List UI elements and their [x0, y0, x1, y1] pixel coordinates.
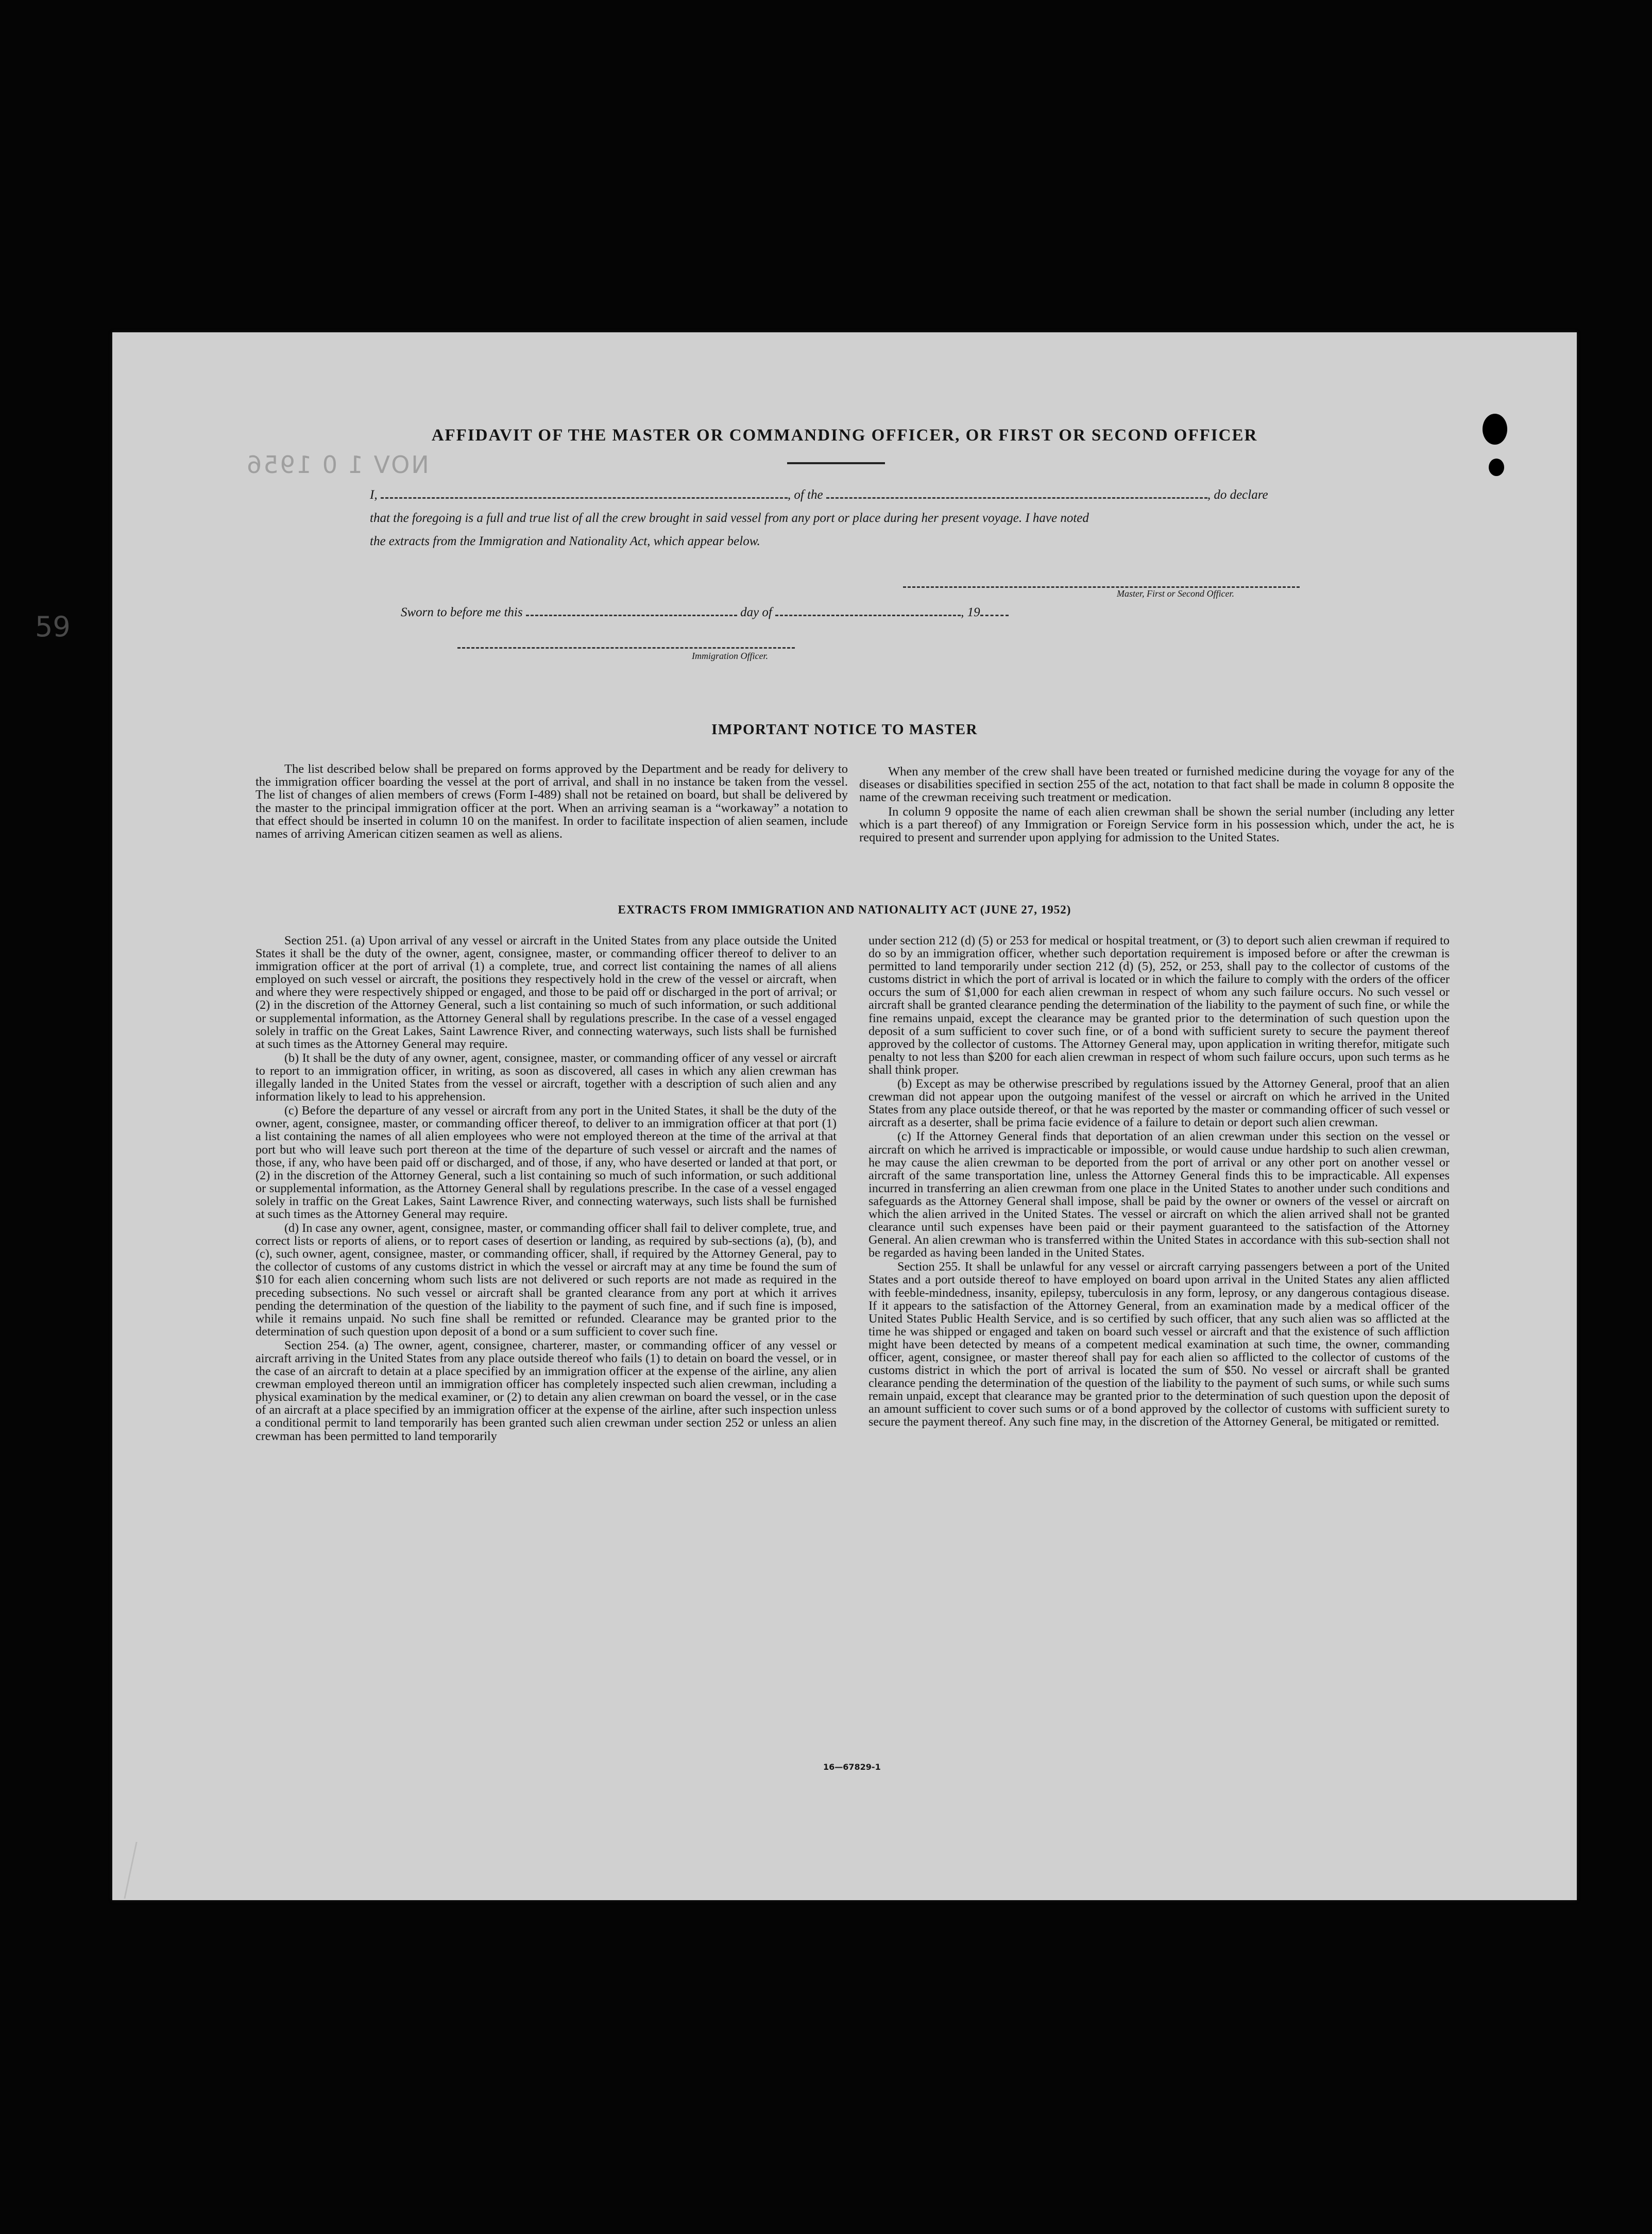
extract-paragraph: (b) It shall be the duty of any owner, agent, consignee, master, or commanding officer of any vessel or aircraft to report to an immigration officer, in writing, as soon as discovered, all cases in which any alien crewman has illegally landed in the United States from the vessel or aircraft, together with a description of such alien and any information likely to lead to his apprehension.: [256, 1051, 837, 1104]
sworn-line: [401, 605, 1009, 620]
print-code: 16—67829-1: [823, 1762, 881, 1772]
page-fold: [103, 1842, 137, 1899]
vessel-name-field[interactable]: [826, 497, 1207, 499]
declaration-declare: , do declare: [1207, 488, 1268, 502]
notice-left-column: [256, 763, 848, 841]
extracts-left-column: [256, 934, 837, 1444]
sworn-label: Sworn to before me this: [401, 605, 523, 619]
affidavit-title: AFFIDAVIT OF THE MASTER OR COMMANDING OFFICER, OR FIRST OR SECOND OFFICER: [431, 426, 1258, 445]
extract-paragraph: (c) If the Attorney General finds that deportation of an alien crewman under this section on the vessel or aircraft on which he arrived is impracticable or impossible, or would cause undue hardship to such alien crewman, he may cause the alien crewman to be deported from the port of arrival or any other port on another vessel or aircraft of the same transportation line, unless the Attorney General finds this to be impracticable. All expenses incurred in transferring an alien crewman from one place in the United States to another under such conditions and safeguards as the Attorney General shall impose, shall be paid by the owner or owners of the vessel or aircraft on which the alien arrived in the United States. The vessel or aircraft on which the alien arrived shall not be granted clearance until such expenses have been paid or their payment guaranteed to the satisfaction of the Attorney General. An alien crewman who is transferred within the United States in accordance with this sub-section shall not be regarded as having been landed in the United States.: [868, 1129, 1450, 1260]
declaration-line-2: that the foregoing is a full and true list of all the crew brought in said vessel from any port or place during her present voyage. I have noted: [370, 511, 1089, 525]
officer-signature-line[interactable]: [457, 647, 795, 649]
declaration-line-1: [370, 488, 1398, 502]
extracts-right-column: [868, 934, 1450, 1430]
sworn-year-field[interactable]: [980, 615, 1009, 616]
year-label: , 19: [961, 605, 980, 619]
extract-paragraph: Section 251. (a) Upon arrival of any vessel or aircraft in the United States from any place outside the United States it shall be the duty of the owner, agent, consignee, master, or commanding officer thereof to deliver to an immigration officer at the port of arrival (1) a complete, true, and correct list containing the names of all aliens employed on such vessel or aircraft, the positions they respectively hold in the crew of the vessel or aircraft, when and where they were respectively shipped or engaged, and those to be paid off or discharged in the port of arrival; or (2) in the discretion of the Attorney General, such a list containing so much of such information, or such additional or supplemental information, as the Attorney General shall by regulations prescribe. In the case of a vessel engaged solely in traffic on the Great Lakes, Saint Lawrence River, and connecting waterways, such lists shall be furnished at such times as the Attorney General may require.: [256, 934, 837, 1051]
master-signature-line[interactable]: [903, 586, 1300, 588]
extract-paragraph: Section 255. It shall be unlawful for any vessel or aircraft carrying passengers between a port of the United States and a port outside thereof to have employed on board upon arrival in the United States any alien afflicted with feeble-mindedness, insanity, epilepsy, tuberculosis in any form, leprosy, or any dangerous contagious disease. If it appears to the satisfaction of the Attorney General, from an examination made by a medical officer of the United States Public Health Service, and is so certified by such officer, that any such alien was so afflicted at the time he was shipped or engaged and taken on board such vessel or aircraft and that the existence of such affliction might have been detected by means of a competent medical examination at such time, the owner, commanding officer, agent, consignee, or master thereof shall pay for each alien so afflicted to the collector of customs of the customs district in which the port of arrival is located the sum of $50. No vessel or aircraft shall be granted clearance pending the determination of the question of the liability to the payment of such sums, or while such sums remain unpaid, except that clearance may be granted prior to the determination of such question upon the deposit of an amount sufficient to cover such sums or of a bond approved by the collector of customs with sufficient surety to secure the payment thereof. Any such fine may, in the discretion of the Attorney General, be mitigated or remitted.: [868, 1260, 1450, 1429]
extract-paragraph: Section 254. (a) The owner, agent, consignee, charterer, master, or commanding officer of any vessel or aircraft arriving in the United States from any place outside thereof who fails (1) to detain on board the vessel, or in the case of an aircraft to detain at a place specified by an immigration officer at the expense of the airline, any alien crewman employed thereon until an immigration officer has completely inspected such alien crewman, including a physical examination by the medical examiner, or (2) to detain any alien crewman on board the vessel, or in the case of an aircraft at a place specified by an immigration officer at the expense of the airline, after such inspection unless a conditional permit to land temporarily has been granted such alien crewman under section 252 or unless an alien crewman has been permitted to land temporarily: [256, 1338, 837, 1443]
extract-paragraph: (c) Before the departure of any vessel or aircraft from any port in the United States, it shall be the duty of the owner, agent, consignee, master, or commanding officer thereof, to deliver to an immigration officer at that port (1) a list containing the names of all alien employees who were not employed thereon at the time of the arrival at that port but who will leave such port thereon at the time of the departure of such vessel or aircraft and the names of those, if any, who have been paid off or discharged, and of those, if any, who have deserted or landed at that port, or (2) in the discretion of the Attorney General, such a list containing so much of such information, or such additional or supplemental information, as the Attorney General shall by regulations prescribe. In the case of a vessel engaged solely in traffic on the Great Lakes, Saint Lawrence River, and connecting waterways, such lists shall be furnished at such times as the Attorney General may require.: [256, 1104, 837, 1221]
title-rule: [787, 462, 885, 464]
ink-blot: [1489, 459, 1504, 476]
document-page: [35, 332, 1577, 1900]
day-of-label: day of: [740, 605, 772, 619]
notice-right-paragraph-1: When any member of the crew shall have been treated or furnished medicine during the voyage for any of the diseases or disabilities specified in section 255 of the act, notation to that fact shall be made in column 8 opposite the name of the crewman receiving such treatment or medication.: [859, 765, 1454, 805]
date-stamp: NOV 1 0 1956: [245, 451, 429, 479]
sworn-day-field[interactable]: [526, 615, 737, 616]
declaration-i: I,: [370, 488, 378, 502]
master-name-field[interactable]: [381, 497, 788, 499]
extract-paragraph: under section 212 (d) (5) or 253 for medical or hospital treatment, or (3) to deport such alien crewman if required to do so by an immigration officer, whether such deportation requirement is imposed before or after the crewman is permitted to land temporarily under section 212 (d) (5), 252, or 253, shall pay to the collector of customs of the customs district in which the port of arrival is located or in which the failure to comply with the orders of the officer occurs the sum of $1,000 for each alien crewman in respect of whom any such failure occurs. No such vessel or aircraft shall be granted clearance pending the determination of the liability to the payment of such fine, or while the fine remains unpaid, except the clearance may be granted prior to the determination of such question upon the deposit of a sum sufficient to cover such fine, or of a bond with sufficient surety to secure the payment thereof approved by the collector of customs. The Attorney General may, upon application in writing therefor, mitigate such penalty to not less than $200 for each alien crewman in respect of whom such failure occurs, upon such terms as he shall think proper.: [868, 934, 1450, 1077]
declaration-of-the: , of the: [787, 488, 823, 502]
margin-number: 59: [35, 611, 71, 643]
extract-paragraph: (d) In case any owner, agent, consignee, master, or commanding officer shall fail to deliver complete, true, and correct lists or reports of aliens, or to report cases of desertion or landing, as required by sub-sections (a), (b), and (c), such owner, agent, consignee, master, or commanding officer, shall, if required by the Attorney General, pay to the collector of customs of any customs district in which the vessel or aircraft may at any time be found the sum of $10 for each alien concerning whom such lists are not delivered or such reports are not made as required in the preceding subsections. No such vessel or aircraft shall be granted clearance from any port at which it arrives pending the determination of the question of the liability to the payment of such fine, and if such fine is imposed, while it remains unpaid. No such fine shall be remitted or refunded. Clearance may be granted prior to the determination of such question upon deposit of a bond or a sum sufficient to cover such fine.: [256, 1221, 837, 1339]
declaration-line-3: the extracts from the Immigration and Nationality Act, which appear below.: [370, 534, 760, 548]
sworn-month-field[interactable]: [775, 615, 961, 616]
notice-title: IMPORTANT NOTICE TO MASTER: [711, 721, 978, 738]
extracts-title: EXTRACTS FROM IMMIGRATION AND NATIONALITY ACT (JUNE 27, 1952): [618, 903, 1071, 916]
notice-right-paragraph-2: In column 9 opposite the name of each alien crewman shall be shown the serial number (including any letter which is a part thereof) of any Immigration or Foreign Service form in his possession which, under the act, he is required to present and surrender upon applying for admission to the United States.: [859, 804, 1454, 845]
notice-right-column: [859, 765, 1454, 845]
master-signature-label: Master, First or Second Officer.: [1117, 588, 1234, 599]
officer-signature-label: Immigration Officer.: [692, 651, 768, 661]
notice-left-paragraph: The list described below shall be prepared on forms approved by the Department and be ready for delivery to the immigration officer boarding the vessel at the port of arrival, and shall in no instance be taken from the vessel. The list of changes of alien members of crews (Form I-489) shall not be retained on board, but shall be delivered by the master to the principal immigration officer at the port. When an arriving seaman is a “workaway” a notation to that effect should be inserted in column 10 on the manifest. In order to facilitate inspection of alien seamen, include names of arriving American citizen seamen as well as aliens.: [256, 762, 848, 841]
extract-paragraph: (b) Except as may be otherwise prescribed by regulations issued by the Attorney General, proof that an alien crewman did not appear upon the outgoing manifest of the vessel or aircraft on which he arrived in the United States from any place outside thereof, or that he was reported by the master or commanding officer of such vessel or aircraft as a deserter, shall be prima facie evidence of a failure to detain or deport such alien crewman.: [868, 1077, 1450, 1130]
